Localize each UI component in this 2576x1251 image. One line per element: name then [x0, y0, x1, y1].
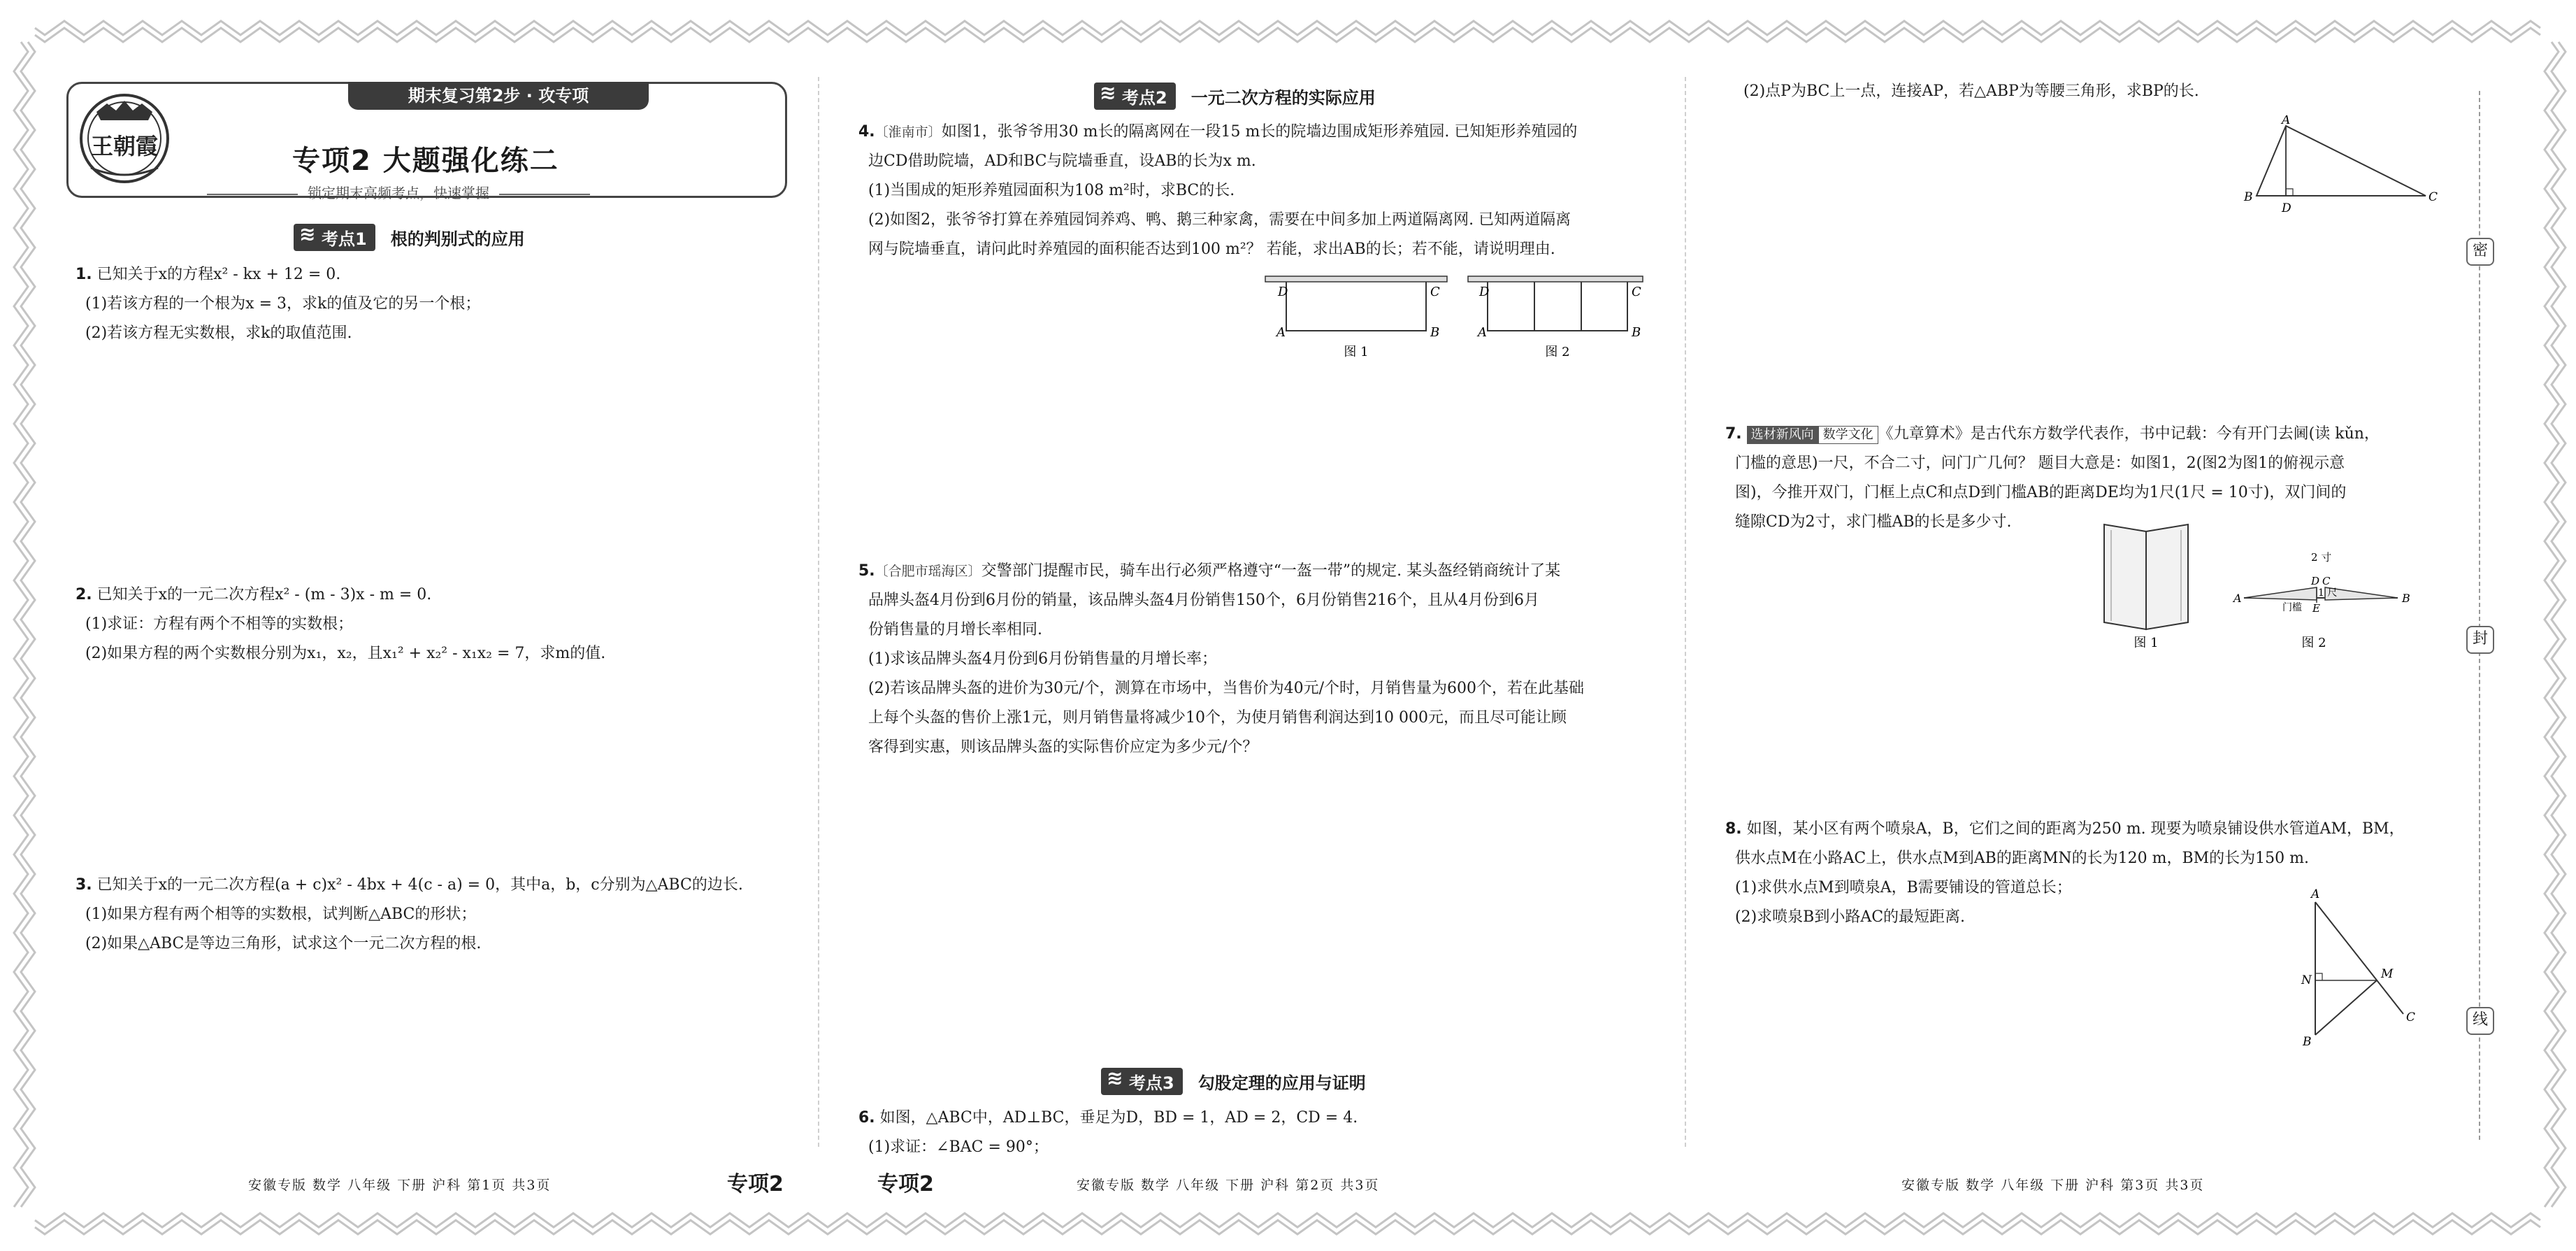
q4-number: 4.: [858, 123, 875, 141]
q7-figure1: [2104, 524, 2188, 650]
question-4: [858, 117, 1577, 264]
q5-part2a: (2)若该品牌头盔的进价为30元/个，测算在市场中，当售价为40元/个时，月销售量为600个，若在此基础: [868, 680, 1584, 697]
footer-page2: 安徽专版 数学 八年级 下册 沪科 第2页 共3页: [1077, 1178, 1380, 1193]
svg-text:C: C: [2429, 190, 2438, 204]
svg-text:C: C: [2406, 1010, 2416, 1024]
footer-page3: 安徽专版 数学 八年级 下册 沪科 第3页 共3页: [1901, 1178, 2205, 1193]
svg-text:B: B: [1632, 325, 1641, 340]
q7-label-1chi: 1 尺: [2318, 587, 2338, 599]
q4-part2a: (2)如图2，张爷爷打算在养殖园饲养鸡、鸭、鹅三种家禽，需要在中间多加上两道隔离网. 已知两道隔离: [868, 211, 1571, 229]
q8-figure: [2286, 888, 2426, 1056]
q7-line1: 《九章算术》是古代东方数学代表作，书中记载：今有开门去阃(读 kǔn，: [1878, 425, 2380, 443]
footer-mark-right: 专项2: [877, 1172, 934, 1196]
q8-number: 8.: [1725, 820, 1742, 838]
q1-part1: (1)若该方程的一个根为x = 3，求k的值及它的另一个根；: [85, 295, 481, 313]
svg-text:E: E: [2312, 602, 2320, 615]
logo-seal: [75, 90, 173, 187]
q4-figure2: [1468, 276, 1643, 359]
q5-part2b: 上每个头盔的售价上涨1元，则月销售量将减少10个，为使月销售利润达到10 000元，而且尽可能让顾: [868, 709, 1567, 727]
q6-part1: (1)求证：∠BAC = 90°；: [868, 1138, 1049, 1156]
q7-fig1-label: 图 1: [2134, 636, 2159, 650]
q1-number: 1.: [75, 266, 92, 283]
q2-part2: (2)如果方程的两个实数根分别为x₁，x₂，且x₁² + x₂² - x₁x₂ = 7，求m的值.: [85, 645, 606, 662]
svg-text:M: M: [2381, 967, 2394, 981]
q7-label-menkan: 门槛: [2282, 602, 2302, 613]
svg-text:D: D: [2282, 201, 2291, 215]
section-tag-1: ≋ 考点1: [294, 224, 375, 251]
q2-part1: (1)求证：方程有两个不相等的实数根；: [85, 615, 354, 633]
q1-stem: 已知关于x的方程x² - kx + 12 = 0.: [96, 266, 341, 283]
q5-line2: 品牌头盔4月份到6月份的销量，该品牌头盔4月份销售150个，6月份销售216个，且从4月份到6月: [868, 592, 1539, 609]
svg-text:A: A: [2282, 115, 2291, 127]
q7-line4: 缝隙CD为2寸，求门槛AB的长是多少寸.: [1735, 513, 2012, 531]
footer-page1: 安徽专版 数学 八年级 下册 沪科 第1页 共3页: [248, 1178, 552, 1193]
q8-line2: 供水点M在小路AC上，供水点M到AB的距离MN的长为120 m，BM的长为150 m.: [1735, 850, 2309, 867]
question-2: [75, 580, 605, 669]
question-6-continued: [1734, 77, 2199, 106]
question-3: [75, 871, 743, 959]
q6-stem: 如图，△ABC中，AD⊥BC，垂足为D，BD = 1，AD = 2，CD = 4.: [879, 1109, 1358, 1127]
q4-location: 〔淮南市〕: [875, 124, 942, 140]
seal-char-mi: 密: [2466, 238, 2494, 266]
question-1: [75, 260, 480, 348]
svg-text:C: C: [1632, 285, 1641, 299]
q8-line1: 如图，某小区有两个喷泉A，B，它们之间的距离为250 m. 现要为喷泉铺设供水管道AM，BM，: [1746, 820, 2405, 838]
q1-part2: (2)若该方程无实数根，求k的取值范围.: [85, 324, 352, 342]
q2-stem: 已知关于x的一元二次方程x² - (m - 3)x - m = 0.: [96, 586, 432, 603]
column-divider-right: [1685, 77, 1686, 1147]
svg-text:B: B: [2402, 592, 2410, 605]
header-box: [66, 82, 787, 198]
q4-line1: 如图1，张爷爷用30 m长的隔离网在一段15 m长的院墙边围成矩形养殖园. 已知矩形养殖园的: [941, 123, 1578, 141]
q4-part1: (1)当围成的矩形养殖园面积为108 m²时，求BC的长.: [868, 182, 1235, 199]
footer-mark-left: 专项2: [727, 1172, 784, 1196]
q4-fig1-label: 图 1: [1344, 345, 1369, 359]
q7-label-2cun: 2 寸: [2311, 551, 2332, 564]
q5-part1: (1)求该品牌头盔4月份到6月份销售量的月增长率；: [868, 650, 1218, 668]
seal-char-xian: 线: [2466, 1007, 2494, 1035]
q7-figure2: [2232, 551, 2410, 650]
section-heading-3: [1101, 1068, 1366, 1095]
page-title: 专项2 大题强化练二: [292, 145, 559, 177]
q8-part1: (1)求供水点M到喷泉A，B需要铺设的管道总长；: [1735, 879, 2072, 896]
q4-part2b: 网与院墙垂直，请问此时养殖园的面积能否达到100 m²？ 若能，求出AB的长；若不能，请说明理由.: [868, 241, 1555, 258]
section-title-2: 一元二次方程的实际应用: [1190, 88, 1376, 108]
q7-line3: 图)，今推开双门，门框上点C和点D到门槛AB的距离DE均为1尺(1尺 = 10寸)，双门间的: [1735, 484, 2347, 501]
svg-text:A: A: [1478, 325, 1487, 340]
section-title-3: 勾股定理的应用与证明: [1197, 1073, 1366, 1093]
svg-text:D: D: [2311, 575, 2320, 587]
q7-badge-culture: 数学文化: [1818, 426, 1878, 444]
q6-figure: [2237, 115, 2447, 217]
q4-line2: 边CD借助院墙，AD和BC与院墙垂直，设AB的长为x m.: [868, 152, 1256, 170]
question-6: [858, 1103, 1358, 1162]
svg-text:王朝霞: 王朝霞: [90, 133, 159, 159]
q7-badge-new: 选材新风向: [1747, 426, 1818, 444]
q6-part2: (2)点P为BC上一点，连接AP，若△ABP为等腰三角形，求BP的长.: [1743, 83, 2199, 100]
q4-figures: [1258, 269, 1650, 360]
svg-text:B: B: [2244, 190, 2253, 204]
q5-number: 5.: [858, 562, 875, 580]
q5-line3: 份销售量的月增长率相同.: [868, 621, 1042, 638]
q3-number: 3.: [75, 876, 92, 894]
section-tag-2: ≋ 考点2: [1094, 83, 1176, 110]
svg-text:C: C: [2322, 575, 2331, 587]
q5-line1: 交警部门提醒市民，骑车出行必须严格遵守“一盔一带”的规定. 某头盔经销商统计了某: [981, 562, 1561, 580]
q5-location: 〔合肥市瑶海区〕: [875, 564, 981, 579]
q5-part2c: 客得到实惠，则该品牌头盔的实际售价应定为多少元/个？: [868, 738, 1258, 756]
header-subtitle-text: 锁定期末高频考点，快速掌握: [308, 185, 489, 201]
q3-stem: 已知关于x的一元二次方程(a + c)x² - 4bx + 4(c - a) = 0，其中a，b，c分别为△ABC的边长.: [96, 876, 743, 894]
q7-number: 7.: [1725, 425, 1742, 443]
q4-fig2-label: 图 2: [1545, 345, 1570, 359]
q7-fig2-label: 图 2: [2301, 636, 2326, 650]
seal-char-feng: 封: [2466, 626, 2494, 654]
svg-text:A: A: [2311, 888, 2320, 901]
svg-text:C: C: [1430, 285, 1440, 299]
q4-figure1: [1265, 276, 1447, 359]
svg-text:B: B: [1430, 325, 1440, 340]
q8-part2: (2)求喷泉B到小路AC的最短距离.: [1735, 908, 1966, 926]
header-subtitle: [189, 182, 608, 202]
svg-text:D: D: [1278, 285, 1288, 299]
section-heading-2: [1094, 83, 1376, 110]
q3-part2: (2)如果△ABC是等边三角形，试求这个一元二次方程的根.: [85, 935, 482, 952]
section-tag-3: ≋ 考点3: [1101, 1068, 1183, 1095]
section-title-1: 根的判别式的应用: [390, 229, 525, 249]
question-5: [858, 557, 1584, 762]
q7-figures: [2097, 517, 2433, 650]
svg-text:D: D: [1479, 285, 1490, 299]
q2-number: 2.: [75, 586, 92, 603]
q6-number: 6.: [858, 1109, 875, 1127]
header-tab: 期末复习第2步 · 攻专项: [348, 82, 649, 110]
svg-text:B: B: [2303, 1035, 2312, 1049]
svg-text:N: N: [2301, 973, 2312, 987]
q3-part1: (1)如果方程有两个相等的实数根，试判断△ABC的形状；: [85, 906, 477, 923]
svg-text:A: A: [1276, 325, 1286, 340]
svg-text:A: A: [2233, 592, 2242, 605]
section-heading-1: [294, 224, 525, 251]
column-divider-left: [818, 77, 819, 1147]
q7-line2: 门槛的意思)一尺，不合二寸，问门广几何？ 题目大意是：如图1，2(图2为图1的俯视示意: [1735, 455, 2345, 472]
